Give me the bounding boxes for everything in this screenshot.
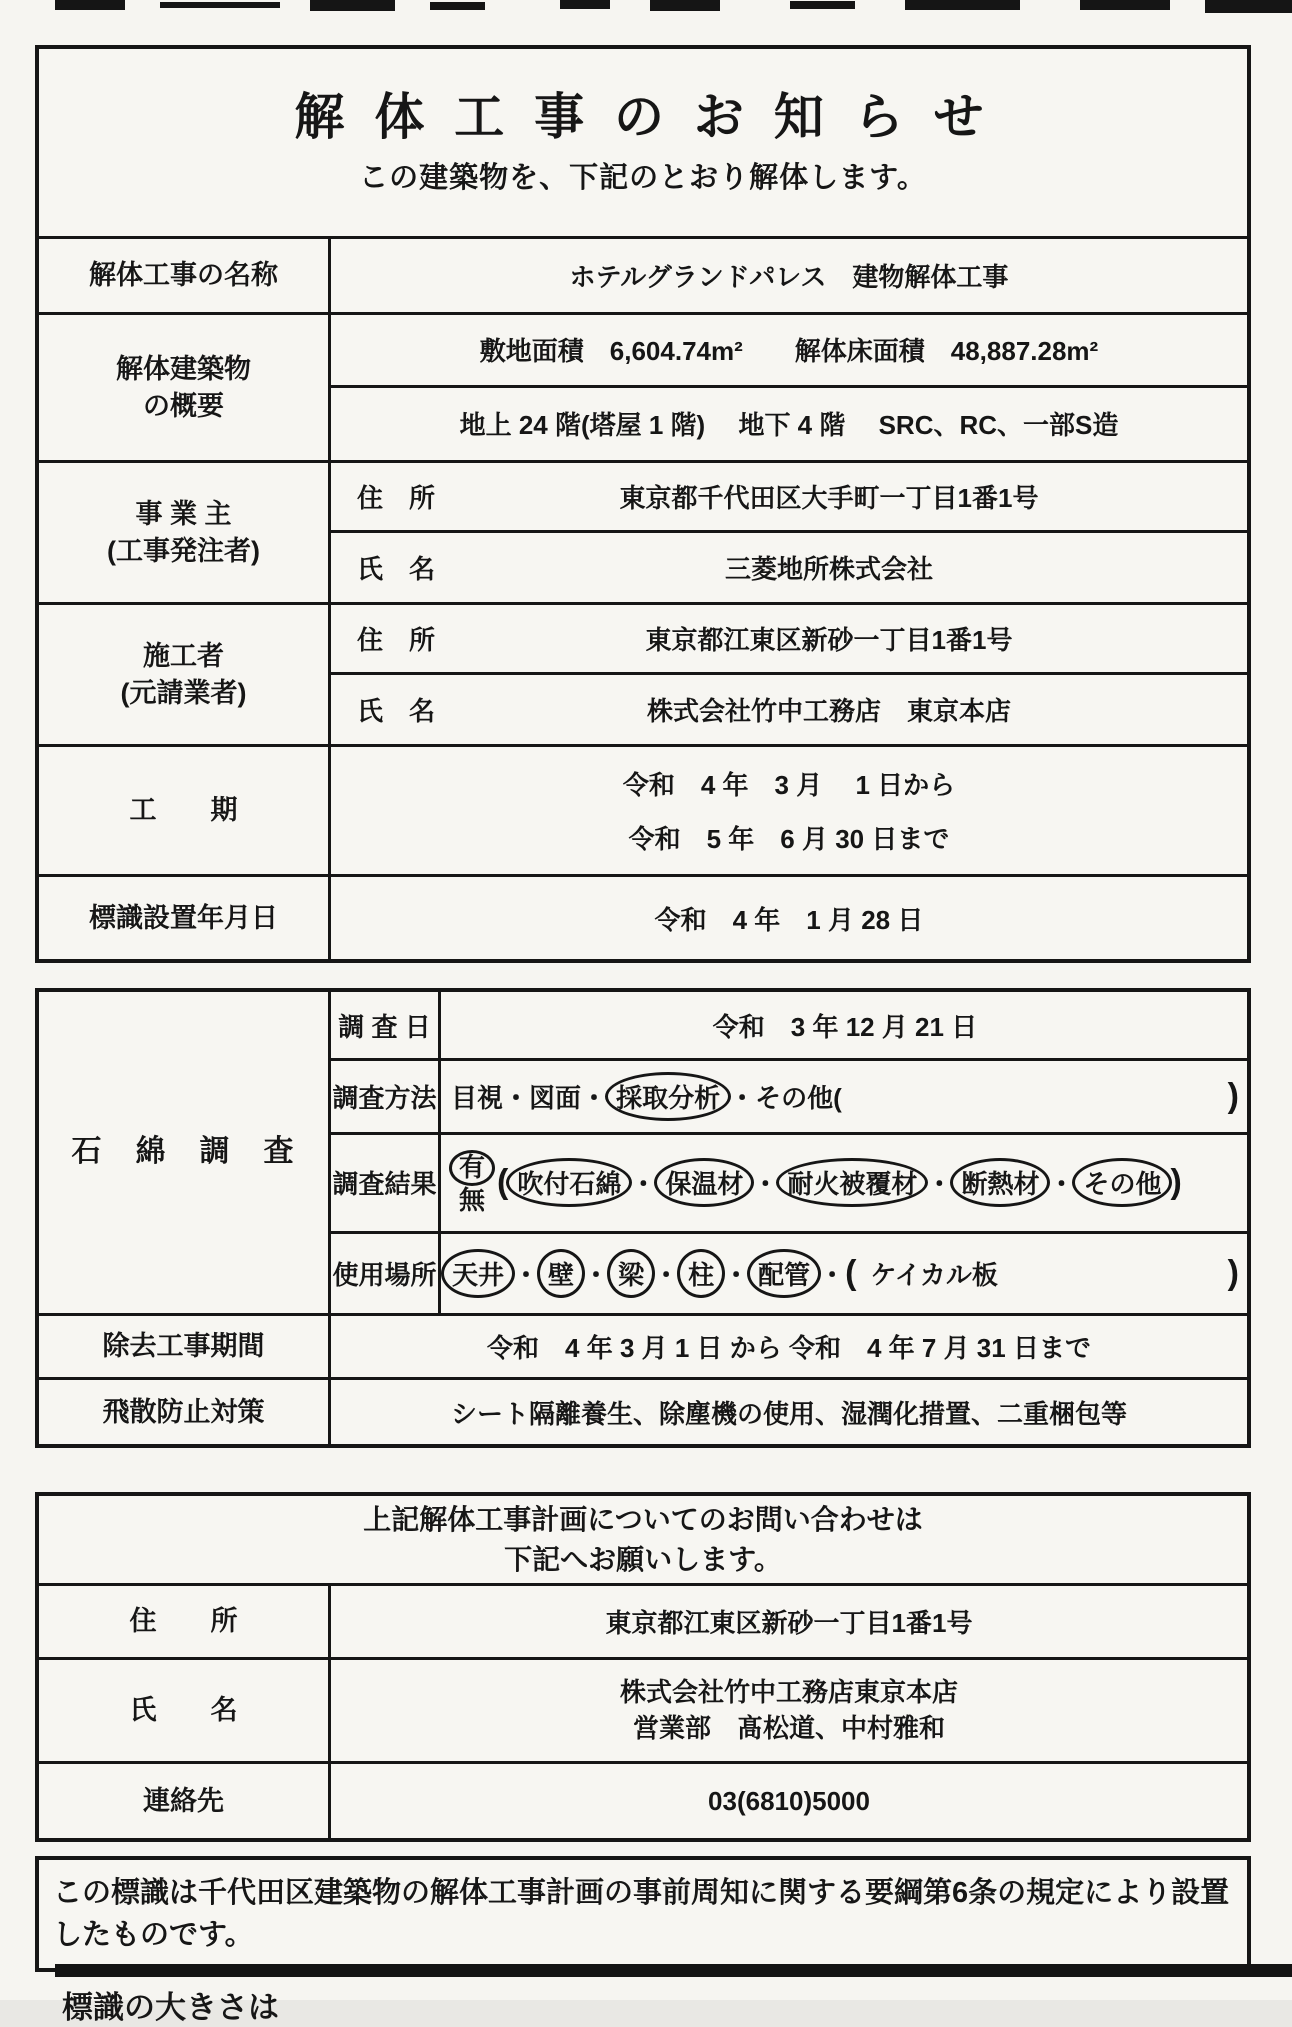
survey-result-content: [441, 1135, 1247, 1231]
circled-wall: 壁: [537, 1249, 585, 1298]
contact-tel-value: 03(6810)5000: [708, 1785, 870, 1816]
separator: ・: [630, 1169, 657, 1200]
survey-method-label: 調査方法: [331, 1061, 441, 1131]
row-contact-address: [39, 1586, 1247, 1660]
paren-open: (: [497, 1163, 509, 1202]
overview-label-line2: の概要: [143, 390, 224, 421]
owner-name-value: 三菱地所株式会社: [724, 553, 933, 584]
row-owner: [39, 463, 1247, 605]
method-drawing: 図面: [529, 1083, 582, 1114]
cell-value: 東京都江東区新砂一丁目1番1号: [605, 1608, 973, 1638]
overview-label-line1: 解体建築物: [116, 354, 251, 385]
page-title: 解 体 工 事 の お 知 ら せ: [294, 88, 992, 145]
separator: ・: [583, 1259, 610, 1290]
cell-label: 飛散防止対策: [39, 1380, 331, 1444]
scan-artifact: [560, 0, 610, 9]
asbestos-section-label: 石 綿 調 査: [39, 992, 331, 1313]
cell-value: シート隔離養生、除塵機の使用、湿潤化措置、二重梱包等: [450, 1398, 1127, 1429]
cell-label: 住 所: [39, 1586, 331, 1657]
row-scatter-prevention: [39, 1380, 1247, 1444]
separator: ・: [819, 1259, 846, 1290]
circled-beam: 梁: [607, 1249, 655, 1298]
separator: ・: [513, 1259, 540, 1290]
cell-label: 除去工事期間: [39, 1316, 331, 1377]
main-notice-box: [35, 45, 1251, 963]
row-work-name: [39, 239, 1247, 315]
survey-method-content: [441, 1061, 1247, 1131]
paren-close: ): [1170, 1163, 1182, 1202]
asbestos-survey-box: [35, 988, 1251, 1448]
method-other: その他(: [755, 1083, 842, 1114]
separator: ・: [723, 1259, 750, 1290]
contractor-address-value: 東京都江東区新砂一丁目1番1号: [645, 624, 1013, 655]
contact-name-line1: 株式会社竹中工務店東京本店: [619, 1677, 958, 1708]
period-to: 令和 5 年 6 月 30 日まで: [628, 824, 950, 855]
row-contractor: [39, 605, 1247, 747]
contact-header-line1: 上記解体工事計画についてのお問い合わせは: [363, 1504, 923, 1536]
contact-box: [35, 1492, 1251, 1842]
scan-artifact: [55, 0, 125, 10]
method-visual: 目視: [451, 1083, 504, 1114]
scan-artifact: [1205, 0, 1292, 13]
scan-artifact: [160, 2, 280, 8]
circled-column: 柱: [677, 1249, 725, 1298]
separator: ・: [729, 1083, 756, 1114]
contractor-label-line2: (元請業者): [120, 677, 247, 708]
separator: ・: [926, 1169, 953, 1200]
circled-result-found: 有: [449, 1150, 495, 1186]
location-note: ケイカル板: [870, 1259, 998, 1290]
row-contact-tel: [39, 1764, 1247, 1838]
scan-artifact: [1080, 0, 1170, 10]
cell-label: 標識設置年月日: [39, 877, 331, 959]
row-usage-location: [331, 1234, 1247, 1313]
circled-ceiling: 天井: [441, 1249, 515, 1298]
owner-address-label: 住 所: [357, 482, 436, 513]
contact-header: [39, 1496, 1247, 1583]
survey-result-label: 調査結果: [331, 1135, 441, 1231]
paren-close: ): [1227, 1253, 1239, 1292]
contractor-name-value: 株式会社竹中工務店 東京本店: [646, 695, 1011, 726]
row-survey-result: [331, 1135, 1247, 1234]
contractor-label-line1: 施工者: [143, 641, 224, 672]
overview-area: 敷地面積 6,604.74m² 解体床面積 48,887.28m²: [479, 336, 1099, 367]
asbestos-survey-group: [39, 992, 1247, 1316]
row-sign-posted-date: [39, 877, 1247, 959]
circled-fireproof-covering: 耐火被覆材: [776, 1158, 928, 1207]
cell-value: ホテルグランドパレス 建物解体工事: [569, 262, 1009, 292]
scan-artifact: [650, 0, 720, 11]
survey-date-value: 令和 3 年 12 月 21 日: [712, 1011, 978, 1042]
regulation-text: この標識は千代田区建築物の解体工事計画の事前周知に関する要綱第6条の規定により設置したものです。: [53, 1877, 1230, 1952]
circled-sprayed-asbestos: 吹付石綿: [506, 1158, 632, 1207]
cell-label: 工 期: [39, 747, 331, 874]
cell-value: 令和 4 年 1 月 28 日: [654, 904, 924, 935]
page-subtitle: この建築物を、下記のとおり解体します。: [359, 161, 927, 194]
contractor-name-label: 氏 名: [357, 695, 436, 726]
period-from: 令和 4 年 3 月 1 日から: [622, 769, 956, 800]
circled-piping: 配管: [747, 1249, 821, 1298]
circled-heat-insulation: 断熱材: [950, 1158, 1050, 1207]
cell-label: [39, 463, 331, 602]
survey-date-label: 調 査 日: [331, 992, 441, 1058]
circled-method-sampling: 採取分析: [605, 1072, 731, 1121]
row-building-overview: [39, 315, 1247, 463]
scan-artifact: [310, 0, 395, 11]
row-survey-method: [331, 1061, 1247, 1134]
separator: ・: [1048, 1169, 1075, 1200]
contractor-address-label: 住 所: [357, 624, 436, 655]
scan-artifact: [790, 1, 855, 9]
title-block: [39, 49, 1247, 239]
contact-header-line2: 下記へお願いします。: [504, 1543, 782, 1575]
owner-address-value: 東京都千代田区大手町一丁目1番1号: [619, 482, 1039, 513]
row-contact-name: [39, 1660, 1247, 1764]
row-removal-period: [39, 1316, 1247, 1380]
regulation-box: [35, 1856, 1251, 1972]
scan-artifact: [905, 0, 1020, 10]
owner-name-label: 氏 名: [357, 553, 436, 584]
cell-value: 令和 4 年 3 月 1 日 から 令和 4 年 7 月 31 日まで: [487, 1333, 1091, 1363]
overview-structure: 地上 24 階(塔屋 1 階) 地下 4 階 SRC、RC、一部S造: [459, 410, 1119, 441]
scan-artifact: [430, 2, 485, 10]
separator: ・: [653, 1259, 680, 1290]
bottom-sign-edge: [55, 1964, 1292, 1977]
usage-location-content: [441, 1234, 1247, 1313]
owner-label-line2: (工事発注者): [107, 535, 260, 566]
cell-label: 連絡先: [39, 1764, 331, 1838]
circled-insulation: 保温材: [654, 1158, 754, 1207]
paren-close: ): [1227, 1077, 1239, 1116]
circled-other: その他: [1072, 1158, 1172, 1207]
owner-label-line1: 事 業 主: [135, 499, 232, 530]
contact-name-line2: 営業部 髙松道、中村雅和: [632, 1712, 945, 1743]
cell-label: 氏 名: [39, 1660, 331, 1761]
row-work-period: [39, 747, 1247, 877]
cell-label: [39, 315, 331, 460]
separator: ・: [752, 1169, 779, 1200]
separator: ・: [581, 1083, 608, 1114]
row-survey-date: [331, 992, 1247, 1061]
cell-label: [39, 605, 331, 744]
paren-open: (: [845, 1253, 857, 1292]
cell-label: 解体工事の名称: [39, 239, 331, 312]
cutoff-text: 標識の大きさは: [62, 1990, 279, 2025]
usage-location-label: 使用場所: [331, 1234, 441, 1313]
result-not-found: 無: [459, 1184, 486, 1215]
separator: ・: [503, 1083, 530, 1114]
